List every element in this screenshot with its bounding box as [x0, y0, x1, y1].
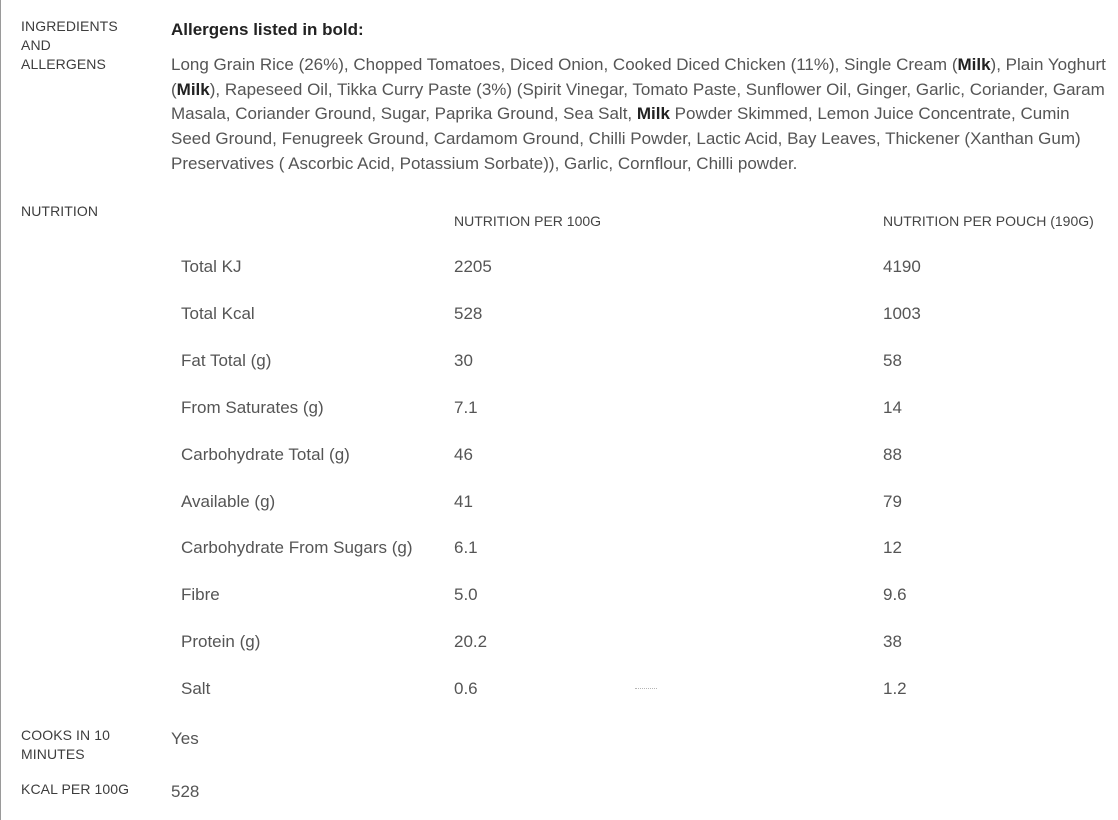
nutrition-row	[0, 303, 1118, 333]
ingredients-segment: ), Rapeseed Oil, Tikka Curry Paste (3%) (Spirit Vinegar, Tomato Paste, Sunflower Oil, Ginger, Garlic, Coriander, Garam	[209, 79, 1105, 99]
cooks-label-line: COOKS IN 10	[21, 727, 111, 743]
ingredients-segment: Seed Ground, Fenugreek Ground, Cardamom Ground, Chilli Powder, Lactic Acid, Bay Leaves, Thickener (Xanthan Gum)	[171, 129, 1081, 149]
nutrition-value-per-pouch: 9.6	[883, 585, 907, 605]
allergen-bold: Milk	[957, 55, 991, 74]
nutrition-value-per-pouch: 38	[883, 632, 902, 652]
ingredients-line	[171, 53, 1118, 78]
nutrition-value-per-pouch: 1.2	[883, 679, 907, 699]
ingredients-label-line: ALLERGENS	[21, 56, 106, 72]
cooks-in-10-value: Yes	[171, 729, 199, 748]
kcal-per-100g-label: KCAL PER 100G	[21, 781, 130, 797]
nutrition-value-per-pouch: 12	[883, 538, 902, 558]
nutrition-value-per-100g: 528	[454, 303, 483, 323]
allergen-heading: Allergens listed in bold:	[171, 20, 364, 39]
nutrition-row-label: Total KJ	[181, 257, 242, 276]
nutrition-value-per-pouch: 58	[883, 350, 902, 370]
ingredients-line	[171, 102, 1118, 127]
nutrition-value-per-pouch: 14	[883, 397, 902, 417]
faded-artifact	[635, 682, 657, 689]
nutrition-header-per-100g: NUTRITION PER 100G	[454, 213, 602, 229]
nutrition-row-label: Total Kcal	[181, 303, 255, 323]
ingredients-segment: Long Grain Rice (26%), Chopped Tomatoes, Diced Onion, Cooked Diced Chicken (11%), Single Cream (	[171, 55, 958, 74]
ingredients-segment: (	[171, 79, 177, 99]
nutrition-value-per-100g: 30	[454, 350, 473, 370]
ingredients-label	[21, 17, 151, 74]
nutrition-value-per-100g: 0.6	[454, 679, 478, 699]
ingredients-line	[171, 152, 1118, 177]
nutrition-row	[0, 631, 1118, 661]
nutrition-row	[0, 444, 1118, 474]
ingredients-segment: Preservatives ( Ascorbic Acid, Potassium Sorbate)), Garlic, Cornflour, Chilli powder.	[171, 153, 798, 173]
nutrition-row-label: Fibre	[181, 585, 220, 605]
ingredients-line	[171, 127, 1118, 152]
nutrition-label: NUTRITION	[21, 203, 99, 219]
nutrition-value-per-100g: 7.1	[454, 397, 478, 417]
nutrition-row-label: Fat Total (g)	[181, 350, 272, 370]
nutrition-value-per-100g: 41	[454, 491, 473, 511]
nutrition-value-per-pouch: 1003	[883, 303, 921, 323]
nutrition-row	[0, 584, 1118, 614]
cooks-in-10-label	[21, 726, 151, 764]
nutrition-row	[0, 678, 1118, 708]
nutrition-value-per-100g: 46	[454, 444, 473, 464]
ingredients-label-line: AND	[21, 37, 51, 53]
ingredients-segment: ), Plain Yoghurt	[990, 55, 1106, 74]
ingredients-segment: Masala, Coriander Ground, Sugar, Paprika Ground, Sea Salt,	[171, 104, 637, 124]
nutrition-row	[0, 397, 1118, 427]
ingredients-segment: Powder Skimmed, Lemon Juice Concentrate, Cumin	[669, 104, 1070, 124]
allergen-bold: Milk	[176, 79, 210, 99]
nutrition-header-per-pouch: NUTRITION PER POUCH (190G)	[883, 213, 1094, 229]
nutrition-value-per-100g: 20.2	[454, 632, 488, 652]
nutrition-row	[0, 491, 1118, 521]
nutrition-row	[0, 256, 1118, 286]
nutrition-value-per-100g: 2205	[454, 257, 492, 276]
nutrition-value-per-100g: 5.0	[454, 585, 478, 605]
nutrition-row-label: Carbohydrate From Sugars (g)	[181, 538, 413, 558]
nutrition-value-per-pouch: 4190	[883, 257, 921, 276]
nutrition-row-label: Salt	[181, 679, 211, 699]
ingredients-text	[171, 53, 1118, 176]
nutrition-value-per-pouch: 79	[883, 491, 902, 511]
nutrition-row-label: Carbohydrate Total (g)	[181, 444, 350, 464]
kcal-per-100g-value: 528	[171, 782, 200, 801]
nutrition-row-label: Protein (g)	[181, 632, 261, 652]
nutrition-row-label: Available (g)	[181, 491, 276, 511]
cooks-label-line: MINUTES	[21, 746, 85, 762]
nutrition-value-per-pouch: 88	[883, 444, 902, 464]
nutrition-value-per-100g: 6.1	[454, 538, 478, 558]
ingredients-label-line: INGREDIENTS	[21, 18, 118, 34]
nutrition-row-label: From Saturates (g)	[181, 397, 324, 417]
ingredients-line	[171, 78, 1118, 103]
nutrition-row	[0, 350, 1118, 380]
allergen-bold: Milk	[636, 104, 670, 124]
nutrition-row	[0, 537, 1118, 567]
